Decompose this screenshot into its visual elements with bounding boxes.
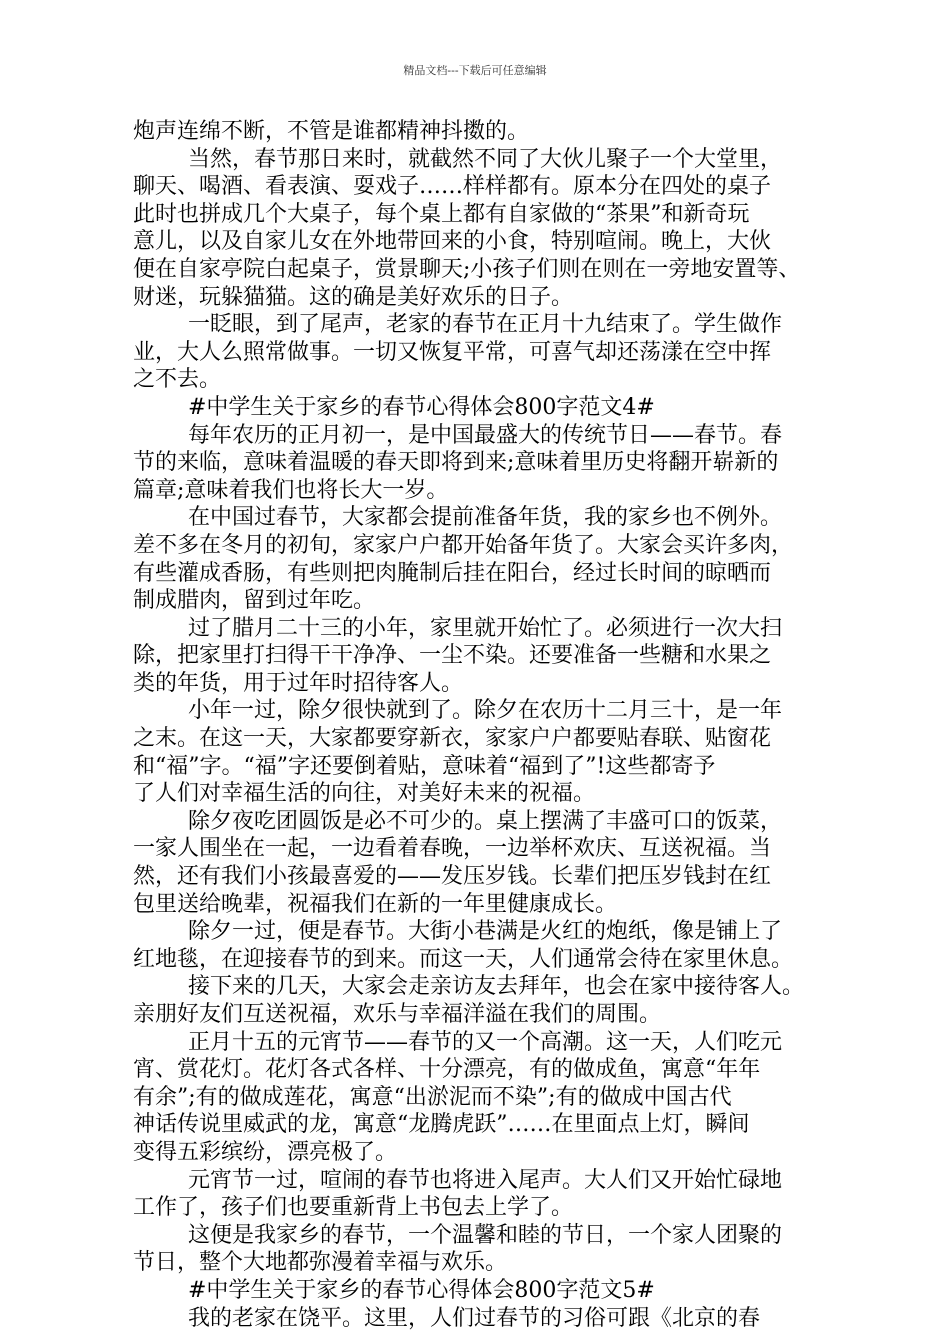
text-line: #中学生关于家乡的春节心得体会800字范文5# [188, 1277, 655, 1303]
text-line: 有些灌成香肠，有些则把肉腌制后挂在阳台，经过长时间的晾晒而 [133, 560, 772, 586]
text-line: 正月十五的元宵节——春节的又一个高潮。这一天，人们吃元 [188, 1029, 783, 1055]
text-line: 聊天、喝酒、看表演、耍戏子……样样都有。原本分在四处的桌子 [133, 174, 772, 200]
text-line: 了人们对幸福生活的向往，对美好未来的祝福。 [133, 781, 596, 807]
text-line: 和“福”字。“福”字还要倒着贴，意味着“福到了”!这些都寄予 [133, 753, 716, 779]
text-line: 小年一过，除夕很快就到了。除夕在农历十二月三十，是一年 [188, 698, 783, 724]
text-line: 一眨眼，到了尾声，老家的春节在正月十九结束了。学生做作 [188, 312, 783, 338]
text-line: 炮声连绵不断，不管是谁都精神抖擞的。 [133, 119, 530, 144]
text-line: 类的年货，用于过年时招待客人。 [133, 670, 464, 696]
text-line: 过了腊月二十三的小年，家里就开始忙了。必须进行一次大扫 [188, 615, 783, 641]
text-line: 这便是我家乡的春节，一个温馨和睦的节日，一个家人团聚的 [188, 1222, 783, 1248]
text-line: 节的来临，意味着温暖的春天即将到来;意味着里历史将翻开崭新的 [133, 450, 779, 476]
page-header: 精品文档---下载后可任意编辑 [403, 64, 547, 77]
text-line: 节日，整个大地都弥漫着幸福与欢乐。 [133, 1250, 508, 1276]
text-line: 篇章;意味着我们也将长大一岁。 [133, 477, 449, 503]
text-line: 变得五彩缤纷，漂亮极了。 [133, 1139, 398, 1165]
text-line: 除夕一过，便是春节。大街小巷满是火红的炮纸，像是铺上了 [188, 919, 783, 945]
text-line: 财迷，玩躲猫猫。这的确是美好欢乐的日子。 [133, 284, 574, 310]
text-line: 工作了，孩子们也要重新背上书包去上学了。 [133, 1195, 574, 1221]
text-line: 一家人围坐在一起，一边看着春晚，一边举杯欢庆、互送祝福。当 [133, 836, 772, 862]
text-line: 差不多在冬月的初旬，家家户户都开始备年货了。大家会买许多肉， [133, 532, 794, 558]
text-line: 之末。在这一天，大家都要穿新衣，家家户户都要贴春联、贴窗花 [133, 726, 772, 752]
text-line: 意儿，以及自家儿女在外地带回来的小食，特别喧闹。晚上，大伙 [133, 229, 772, 255]
text-line: 接下来的几天，大家会走亲访友去拜年，也会在家中接待客人。 [188, 974, 805, 1000]
text-line: 宵、赏花灯。花灯各式各样、十分漂亮，有的做成鱼，寓意“年年 [133, 1057, 761, 1083]
text-line: 每年农历的正月初一，是中国最盛大的传统节日——春节。春 [188, 422, 783, 448]
text-line: #中学生关于家乡的春节心得体会800字范文4# [188, 394, 655, 420]
text-line: 有余”;有的做成莲花，寓意“出淤泥而不染”;有的做成中国古代 [133, 1084, 732, 1110]
text-line: 包里送给晚辈，祝福我们在新的一年里健康成长。 [133, 891, 618, 917]
text-line: 业，大人么照常做事。一切又恢复平常，可喜气却还荡漾在空中挥 [133, 339, 772, 365]
text-line: 制成腊肉，留到过年吃。 [133, 588, 376, 614]
text-line: 在中国过春节，大家都会提前准备年货，我的家乡也不例外。 [188, 505, 783, 531]
text-line: 元宵节一过，喧闹的春节也将进入尾声。大人们又开始忙碌地 [188, 1167, 783, 1193]
text-line: 然，还有我们小孩最喜爱的——发压岁钱。长辈们把压岁钱封在红 [133, 864, 772, 890]
text-line: 我的老家在饶平。这里，人们过春节的习俗可跟《北京的春 [188, 1305, 761, 1331]
text-line: 亲朋好友们互送祝福，欢乐与幸福洋溢在我们的周围。 [133, 1002, 662, 1027]
document-body [133, 118, 823, 1332]
text-line: 红地毯，在迎接春节的到来。而这一天，人们通常会待在家里休息。 [133, 946, 794, 972]
text-line: 除，把家里打扫得干干净净、一尘不染。还要准备一些糖和水果之 [133, 643, 772, 669]
text-line: 此时也拼成几个大桌子，每个桌上都有自家做的“茶果”和新奇玩 [133, 201, 750, 227]
text-line: 除夕夜吃团圆饭是必不可少的。桌上摆满了丰盛可口的饭菜， [188, 808, 783, 834]
text-line: 当然，春节那日来时，就截然不同了大伙儿聚子一个大堂里， [188, 146, 783, 172]
text-line: 便在自家亭院白起桌子，赏景聊天;小孩子们则在则在一旁地安置等、 [133, 256, 801, 282]
text-line: 神话传说里威武的龙，寓意“龙腾虎跃”……在里面点上灯，瞬间 [133, 1112, 750, 1138]
text-line: 之不去。 [133, 367, 222, 393]
